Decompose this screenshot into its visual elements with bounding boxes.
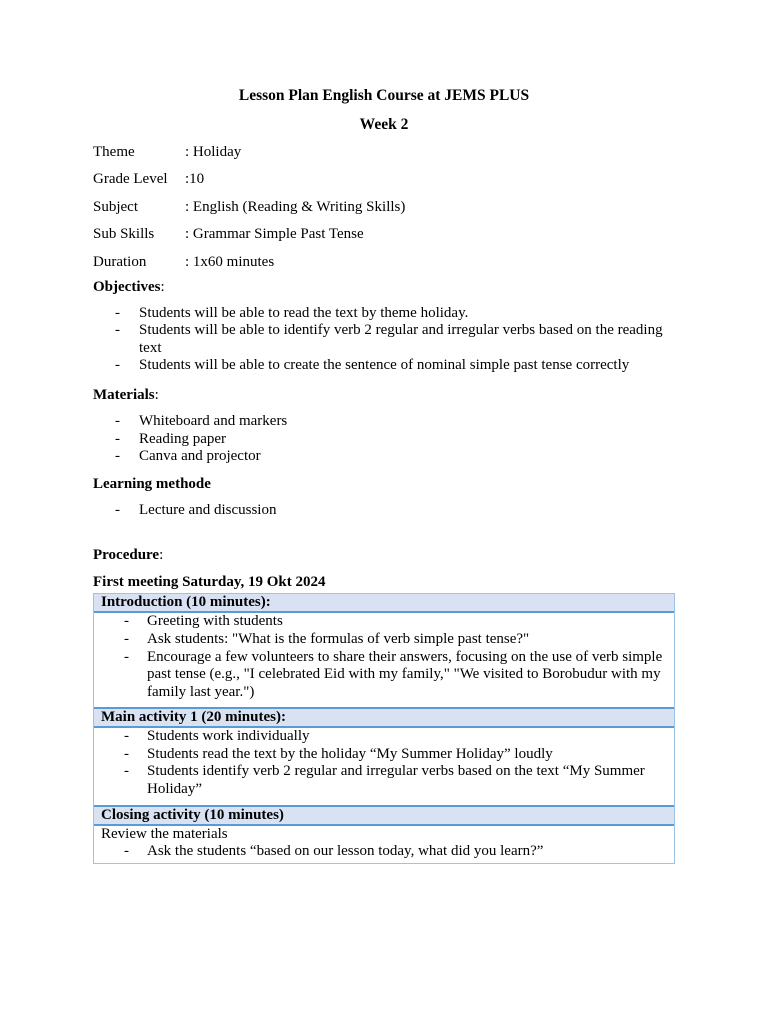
list-item: - Lecture and discussion <box>115 501 277 518</box>
meta-label: Grade Level <box>93 171 168 188</box>
list-item: - Ask the students “based on our lesson today, what did you learn?” <box>124 843 544 860</box>
closing-heading: Closing activity (10 minutes) <box>94 805 674 826</box>
lesson-plan-page <box>93 86 675 864</box>
main-activity-body <box>94 728 674 804</box>
list-item: - Ask students: "What is the formulas of verb simple past tense?" <box>124 630 530 647</box>
meta-label: Sub Skills <box>93 226 155 243</box>
list-item: - Whiteboard and markers <box>115 412 288 429</box>
materials-list <box>93 413 675 466</box>
list-item: - Greeting with students <box>124 613 283 630</box>
objectives-heading: Objectives: <box>93 278 165 295</box>
meta-value: : Grammar Simple Past Tense <box>185 226 364 243</box>
meta-row-grade-level <box>93 170 675 189</box>
meta-value: : Holiday <box>185 144 242 160</box>
meta-row-duration <box>93 253 675 272</box>
list-item: - Students identify verb 2 regular and irregular verbs based on the text “My Summer Holiday” <box>124 763 645 798</box>
meta-value: :10 <box>185 171 205 188</box>
list-item: - Encourage a few volunteers to share their answers, focusing on the use of verb simple past tense (e.g., "I celebrated Eid with my family," "We visited to Borobudur with my family last year.") <box>124 648 663 700</box>
list-item: - Students work individually <box>124 728 310 745</box>
list-item: - Students will be able to create the sentence of nominal simple past tense correctly <box>115 357 630 374</box>
list-item: - Students read the text by the holiday “My Summer Holiday” loudly <box>124 745 553 762</box>
document-subtitle: Week 2 <box>359 116 409 133</box>
procedure-heading: Procedure: <box>93 547 164 564</box>
list-item: - Students will be able to identify verb 2 regular and irregular verbs based on the reading text <box>115 322 663 356</box>
meta-row-sub-skills <box>93 225 675 244</box>
learning-method-heading: Learning methode <box>93 475 211 492</box>
list-item: - Reading paper <box>115 430 227 447</box>
main-activity-heading: Main activity 1 (20 minutes): <box>94 707 674 728</box>
introduction-heading: Introduction (10 minutes): <box>94 594 674 613</box>
meeting-heading: First meeting Saturday, 19 Okt 2024 <box>93 574 326 591</box>
meta-value: : English (Reading & Writing Skills) <box>185 198 406 215</box>
meta-block <box>93 143 675 272</box>
list-item: - Students will be able to read the text by theme holiday. <box>115 304 469 321</box>
meta-row-subject <box>93 198 675 217</box>
introduction-body <box>94 613 674 707</box>
closing-body <box>94 826 674 863</box>
objectives-list <box>93 305 675 375</box>
meta-row-theme <box>93 143 675 162</box>
meta-label: Subject <box>93 198 138 215</box>
list-item: - Canva and projector <box>115 448 261 465</box>
meta-value: : 1x60 minutes <box>185 253 275 270</box>
materials-heading: Materials: <box>93 386 159 403</box>
meta-label: Theme <box>93 144 135 160</box>
procedure-table <box>93 593 675 864</box>
meta-label: Duration <box>93 253 147 270</box>
document-title: Lesson Plan English Course at JEMS PLUS <box>238 87 530 104</box>
closing-intro: Review the materials <box>101 825 228 842</box>
learning-method-list <box>93 502 675 520</box>
